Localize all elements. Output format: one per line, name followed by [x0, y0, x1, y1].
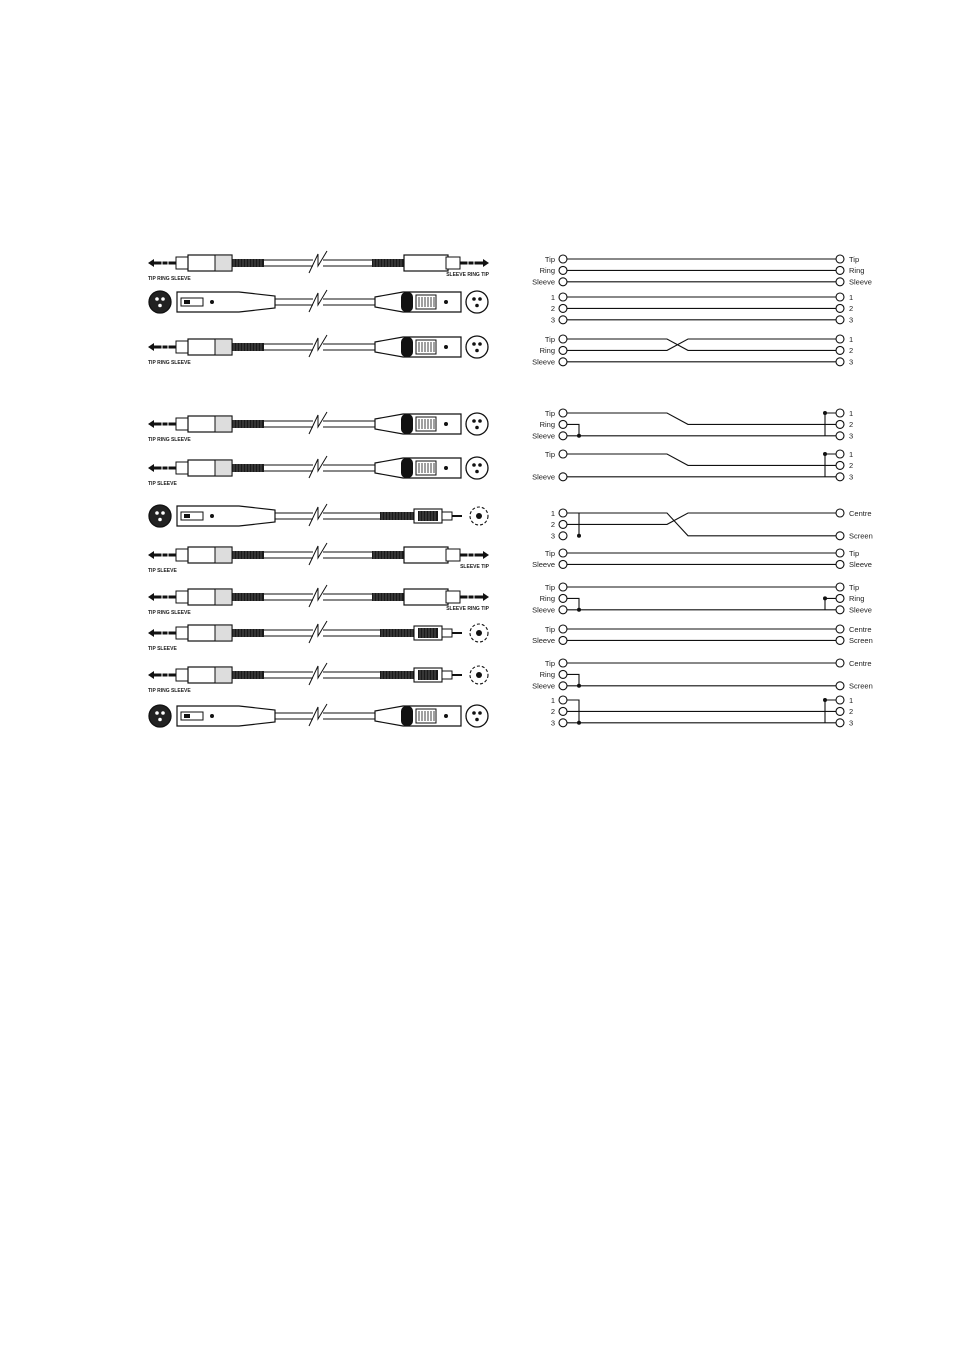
- cable-break-symbol: [309, 621, 327, 643]
- xlr-band: [401, 706, 413, 726]
- left-terminal-label: 3: [550, 718, 555, 728]
- right-terminal-label: Sleeve: [849, 560, 872, 570]
- right-terminal: [836, 606, 844, 614]
- right-jumper: [825, 598, 836, 609]
- left-terminal-label: Tip: [544, 408, 555, 418]
- cable-break-symbol: [309, 335, 327, 357]
- cable-1: [148, 251, 490, 282]
- rca-collar: [442, 512, 452, 520]
- left-terminal: [559, 594, 567, 602]
- left-terminal-label: Tip: [544, 658, 555, 668]
- jack-tip: [483, 593, 489, 601]
- left-terminal-label: 3: [550, 531, 555, 541]
- right-terminal: [836, 707, 844, 715]
- right-terminal-label: Sleeve: [849, 605, 872, 615]
- cable-8: [148, 585, 490, 616]
- right-terminal: [836, 409, 844, 417]
- right-terminal-label: 1: [849, 408, 854, 418]
- left-terminal: [559, 255, 567, 263]
- left-jumper: [567, 424, 579, 435]
- left-terminal-label: Sleeve: [532, 605, 555, 615]
- right-plug-caption: SLEEVE TIP: [460, 564, 489, 570]
- left-terminal-label: 2: [550, 707, 555, 717]
- jack-body: [404, 255, 448, 271]
- right-terminal: [836, 682, 844, 690]
- wiring-1: [532, 255, 872, 287]
- left-terminal-label: Ring: [539, 670, 555, 680]
- wiring-4: [532, 409, 853, 441]
- right-terminal: [836, 532, 844, 540]
- left-terminal: [559, 335, 567, 343]
- right-terminal: [836, 509, 844, 517]
- right-terminal: [836, 450, 844, 458]
- wiring-11: [551, 696, 853, 728]
- left-terminal-label: Tip: [544, 254, 555, 264]
- jack-body: [404, 547, 448, 563]
- left-terminal: [559, 532, 567, 540]
- wiring-8: [532, 583, 872, 615]
- cable-6: [149, 504, 488, 527]
- right-terminal-label: Centre: [849, 508, 872, 518]
- right-terminal-label: Tip: [849, 254, 860, 264]
- wiring-10: [532, 659, 873, 691]
- xlr-face: [466, 413, 488, 435]
- left-terminal: [559, 316, 567, 324]
- xlr-band: [401, 292, 413, 312]
- right-terminal: [836, 659, 844, 667]
- left-plug-caption: TIP RING SLEEVE: [148, 437, 191, 443]
- jack-body: [404, 589, 448, 605]
- right-terminal: [836, 473, 844, 481]
- xlr-band: [401, 414, 413, 434]
- right-terminal-label: Centre: [849, 624, 872, 634]
- left-terminal-label: Sleeve: [532, 636, 555, 646]
- cable-11: [149, 704, 488, 727]
- right-terminal-label: 2: [849, 420, 854, 430]
- cable-break-symbol: [309, 585, 327, 607]
- right-terminal: [836, 461, 844, 469]
- right-terminal-label: 2: [849, 707, 854, 717]
- left-terminal-label: Ring: [539, 346, 555, 356]
- jack-tip: [483, 259, 489, 267]
- cable-4: [148, 412, 488, 443]
- left-plug-caption: TIP SLEEVE: [148, 481, 177, 487]
- cable-break-symbol: [309, 412, 327, 434]
- left-terminal: [559, 278, 567, 286]
- rca-collar: [442, 671, 452, 679]
- xlr-face: [466, 336, 488, 358]
- wire-link: [567, 339, 836, 350]
- left-terminal-label: Tip: [544, 334, 555, 344]
- right-terminal: [836, 594, 844, 602]
- wiring-6: [551, 509, 873, 541]
- wire-link: [567, 513, 836, 524]
- wire-link: [567, 339, 836, 350]
- right-terminal-label: 2: [849, 461, 854, 471]
- left-terminal-label: Ring: [539, 266, 555, 276]
- right-terminal-label: 1: [849, 334, 854, 344]
- left-terminal-label: Tip: [544, 548, 555, 558]
- cable-break-symbol: [309, 504, 327, 526]
- right-terminal: [836, 625, 844, 633]
- left-terminal-label: Tip: [544, 582, 555, 592]
- right-terminal-label: 3: [849, 431, 854, 441]
- junction-dot: [823, 452, 827, 456]
- right-plug-caption: SLEEVE RING TIP: [446, 606, 489, 612]
- left-terminal: [559, 509, 567, 517]
- wire-link: [567, 454, 836, 465]
- left-plug-caption: TIP SLEEVE: [148, 568, 177, 574]
- cable-5: [148, 456, 488, 487]
- left-plug-caption: TIP RING SLEEVE: [148, 688, 191, 694]
- junction-dot: [577, 434, 581, 438]
- left-terminal-label: Sleeve: [532, 681, 555, 691]
- cable-7: [148, 543, 490, 574]
- right-terminal: [836, 293, 844, 301]
- right-terminal-label: Screen: [849, 636, 873, 646]
- xlr-band: [401, 337, 413, 357]
- left-terminal: [559, 606, 567, 614]
- cable-break-symbol: [309, 290, 327, 312]
- left-terminal: [559, 682, 567, 690]
- left-terminal-label: 1: [550, 508, 555, 518]
- left-terminal: [559, 670, 567, 678]
- right-terminal: [836, 583, 844, 591]
- right-terminal-label: 2: [849, 346, 854, 356]
- left-terminal-label: Tip: [544, 624, 555, 634]
- right-terminal-label: Screen: [849, 681, 873, 691]
- right-terminal-label: 3: [849, 718, 854, 728]
- right-terminal: [836, 304, 844, 312]
- right-terminal-label: Sleeve: [849, 277, 872, 287]
- cable-2: [149, 290, 488, 313]
- left-terminal: [559, 520, 567, 528]
- right-terminal: [836, 432, 844, 440]
- cable-break-symbol: [309, 251, 327, 273]
- jack-tip: [483, 551, 489, 559]
- left-terminal-label: Sleeve: [532, 277, 555, 287]
- right-terminal-label: Tip: [849, 582, 860, 592]
- xlr-face: [149, 705, 171, 727]
- left-terminal-label: 2: [550, 520, 555, 530]
- junction-dot: [577, 684, 581, 688]
- right-terminal: [836, 346, 844, 354]
- left-terminal: [559, 636, 567, 644]
- right-terminal-label: 1: [849, 449, 854, 459]
- xlr-face: [466, 291, 488, 313]
- left-terminal-label: Sleeve: [532, 431, 555, 441]
- left-plug-caption: TIP RING SLEEVE: [148, 276, 191, 282]
- junction-dot: [823, 411, 827, 415]
- left-terminal: [559, 420, 567, 428]
- left-terminal: [559, 659, 567, 667]
- wiring-3: [532, 335, 853, 367]
- right-terminal: [836, 278, 844, 286]
- cable-10: [148, 663, 488, 694]
- right-terminal: [836, 549, 844, 557]
- right-terminal: [836, 420, 844, 428]
- left-terminal-label: Ring: [539, 594, 555, 604]
- left-terminal: [559, 293, 567, 301]
- left-jumper: [567, 674, 579, 685]
- xlr-face: [149, 291, 171, 313]
- left-terminal: [559, 473, 567, 481]
- right-terminal-label: Tip: [849, 548, 860, 558]
- left-terminal-label: 2: [550, 304, 555, 314]
- right-terminal-label: 3: [849, 472, 854, 482]
- right-terminal: [836, 696, 844, 704]
- cable-break-symbol: [309, 704, 327, 726]
- left-terminal: [559, 450, 567, 458]
- xlr-face: [466, 457, 488, 479]
- right-terminal-label: Ring: [849, 594, 865, 604]
- right-terminal-label: Screen: [849, 531, 873, 541]
- left-plug-caption: TIP RING SLEEVE: [148, 360, 191, 366]
- left-terminal: [559, 560, 567, 568]
- right-terminal-label: 1: [849, 292, 854, 302]
- right-terminal: [836, 636, 844, 644]
- junction-dot: [577, 534, 581, 538]
- cable-3: [148, 335, 488, 366]
- left-terminal: [559, 719, 567, 727]
- left-terminal: [559, 304, 567, 312]
- left-terminal-label: Sleeve: [532, 560, 555, 570]
- left-terminal: [559, 409, 567, 417]
- left-terminal-label: Sleeve: [532, 472, 555, 482]
- cable-break-symbol: [309, 543, 327, 565]
- xlr-face: [149, 505, 171, 527]
- jack-collar: [446, 549, 460, 561]
- left-terminal: [559, 707, 567, 715]
- left-terminal-label: Ring: [539, 420, 555, 430]
- left-terminal-label: Tip: [544, 449, 555, 459]
- right-terminal-label: 2: [849, 304, 854, 314]
- left-terminal-label: 1: [550, 695, 555, 705]
- jack-collar: [446, 591, 460, 603]
- left-terminal: [559, 625, 567, 633]
- wiring-7: [532, 549, 872, 569]
- left-terminal-label: Sleeve: [532, 357, 555, 367]
- right-terminal: [836, 335, 844, 343]
- wire-link: [567, 413, 836, 424]
- right-plug-caption: SLEEVE RING TIP: [446, 272, 489, 278]
- right-terminal-label: Ring: [849, 266, 865, 276]
- right-terminal-label: Centre: [849, 658, 872, 668]
- left-terminal: [559, 549, 567, 557]
- wiring-5: [532, 450, 853, 482]
- xlr-band: [401, 458, 413, 478]
- right-terminal: [836, 719, 844, 727]
- right-terminal: [836, 255, 844, 263]
- wiring-9: [532, 625, 873, 645]
- junction-dot: [823, 596, 827, 600]
- right-terminal-label: 3: [849, 315, 854, 325]
- right-terminal: [836, 358, 844, 366]
- left-terminal: [559, 266, 567, 274]
- left-plug-caption: TIP RING SLEEVE: [148, 610, 191, 616]
- cable-9: [148, 621, 488, 652]
- left-terminal: [559, 346, 567, 354]
- right-terminal-label: 3: [849, 357, 854, 367]
- left-jumper: [567, 598, 579, 609]
- cable-break-symbol: [309, 456, 327, 478]
- left-terminal-label: 1: [550, 292, 555, 302]
- right-terminal: [836, 266, 844, 274]
- right-terminal: [836, 316, 844, 324]
- wiring-2: [551, 293, 853, 325]
- left-terminal-label: 3: [550, 315, 555, 325]
- cable-break-symbol: [309, 663, 327, 685]
- junction-dot: [577, 608, 581, 612]
- left-terminal: [559, 432, 567, 440]
- junction-dot: [823, 698, 827, 702]
- right-terminal-label: 1: [849, 695, 854, 705]
- left-plug-caption: TIP SLEEVE: [148, 646, 177, 652]
- jack-collar: [446, 257, 460, 269]
- left-terminal: [559, 583, 567, 591]
- left-terminal: [559, 696, 567, 704]
- left-terminal: [559, 358, 567, 366]
- xlr-face: [466, 705, 488, 727]
- rca-collar: [442, 629, 452, 637]
- right-terminal: [836, 560, 844, 568]
- junction-dot: [577, 721, 581, 725]
